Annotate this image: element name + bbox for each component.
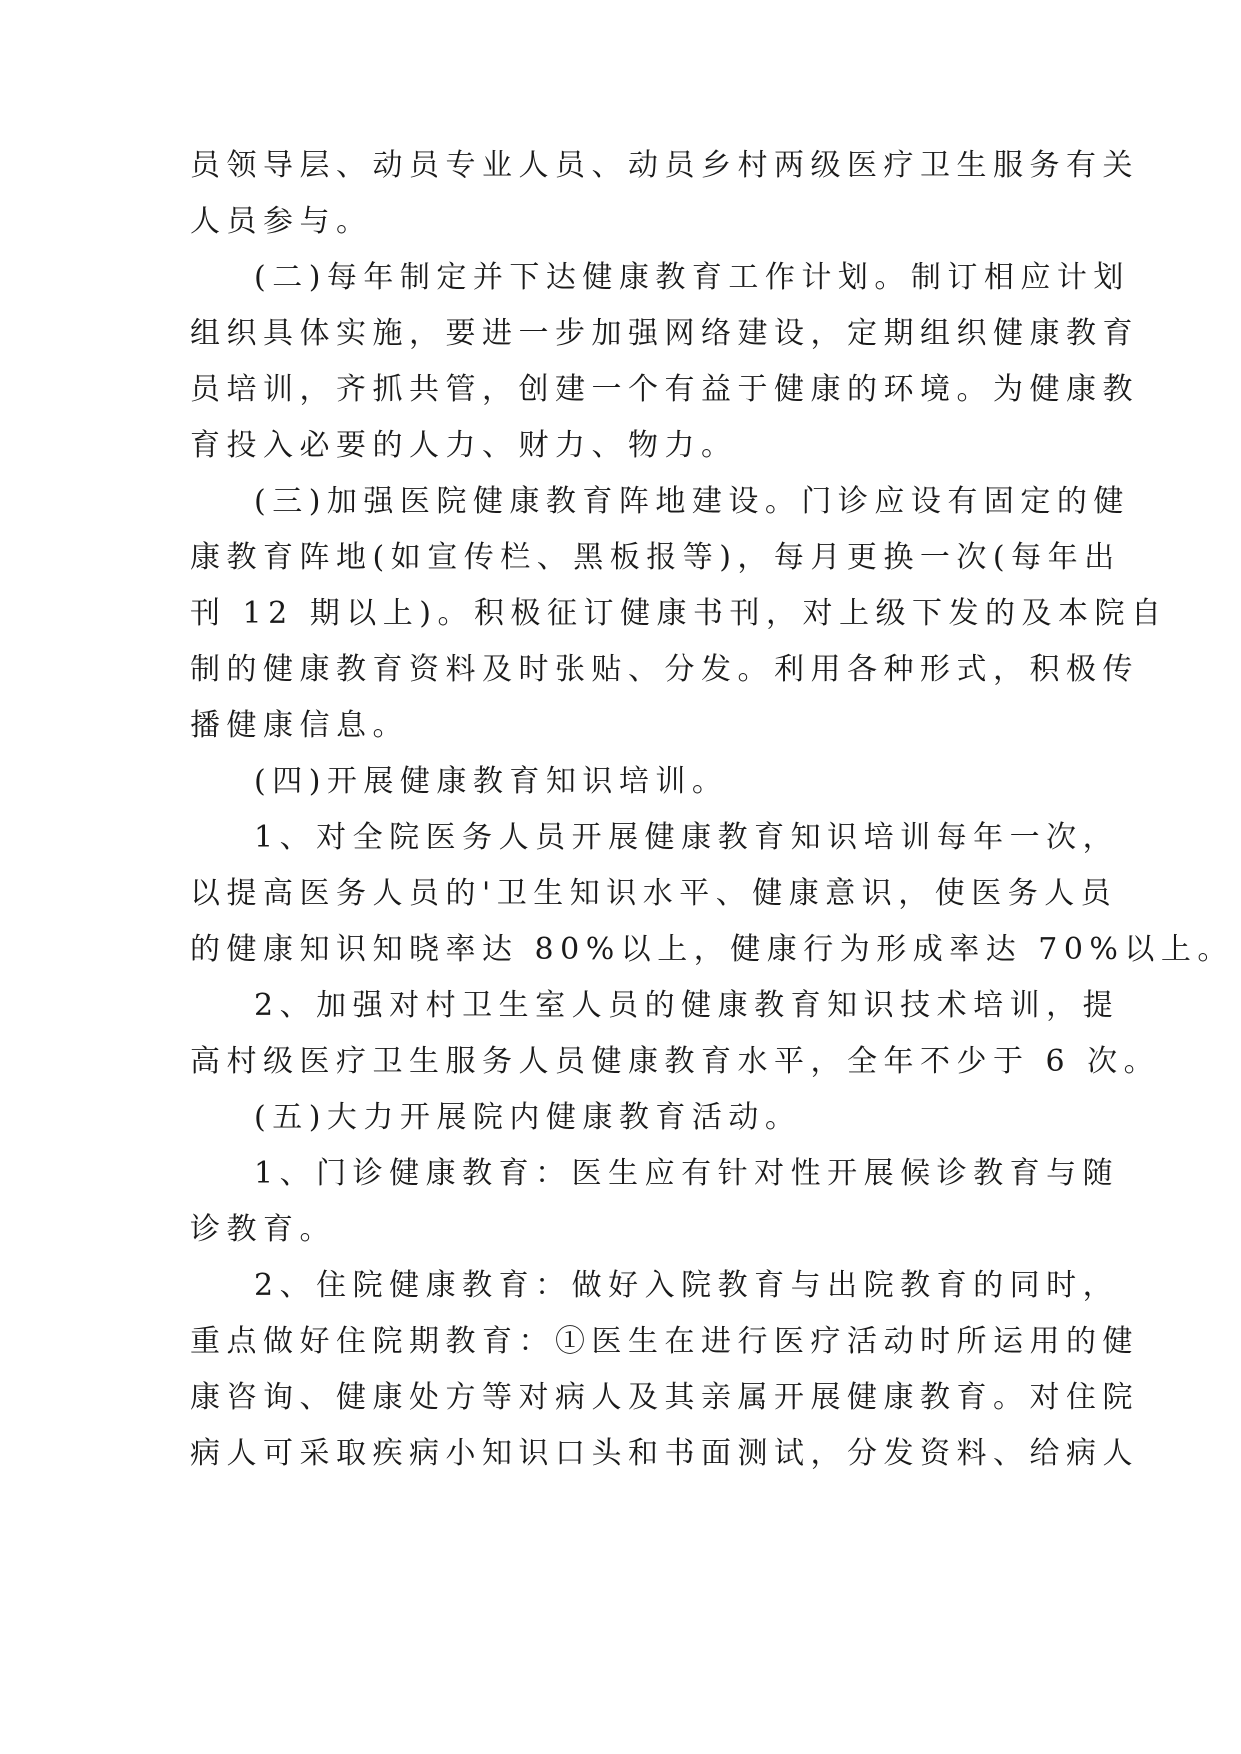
text-line: 康咨询、健康处方等对病人及其亲属开展健康教育。对住院 — [190, 1380, 1139, 1415]
text-line: 育投入必要的人力、财力、物力。 — [190, 428, 738, 463]
text-line: 诊教育。 — [190, 1212, 336, 1247]
text-line: 重点做好住院期教育：①医生在进行医疗活动时所运用的健 — [190, 1324, 1139, 1359]
text-line: 制的健康教育资料及时张贴、分发。利用各种形式，积极传 — [190, 652, 1139, 687]
text-line: (五)大力开展院内健康教育活动。 — [254, 1100, 802, 1135]
text-line: (四)开展健康教育知识培训。 — [254, 764, 729, 799]
text-line: 员领导层、动员专业人员、动员乡村两级医疗卫生服务有关 — [190, 148, 1139, 183]
text-line: 1、门诊健康教育：医生应有针对性开展候诊教育与随 — [254, 1156, 1120, 1191]
text-line: 播健康信息。 — [190, 708, 409, 743]
text-line: 人员参与。 — [190, 204, 373, 239]
text-line: 员培训，齐抓共管，创建一个有益于健康的环境。为健康教 — [190, 372, 1139, 407]
text-line: (三)加强医院健康教育阵地建设。门诊应设有固定的健 — [254, 484, 1130, 519]
text-line: 高村级医疗卫生服务人员健康教育水平，全年不少于 6 次。 — [190, 1044, 1161, 1079]
text-line: 病人可采取疾病小知识口头和书面测试，分发资料、给病人 — [190, 1436, 1139, 1471]
text-line: 1、对全院医务人员开展健康教育知识培训每年一次， — [254, 820, 1120, 855]
text-line: 康教育阵地(如宣传栏、黑板报等)，每月更换一次(每年出 — [190, 540, 1121, 575]
text-line: 刊 12 期以上)。积极征订健康书刊，对上级下发的及本院自 — [190, 596, 1168, 631]
text-line: 2、加强对村卫生室人员的健康教育知识技术培训，提 — [254, 988, 1120, 1023]
text-line: 组织具体实施，要进一步加强网络建设，定期组织健康教育 — [190, 316, 1139, 351]
text-line: 2、住院健康教育：做好入院教育与出院教育的同时， — [254, 1268, 1120, 1303]
text-line: (二)每年制定并下达健康教育工作计划。制订相应计划 — [254, 260, 1130, 295]
text-line: 以提高医务人员的'卫生知识水平、健康意识，使医务人员 — [190, 876, 1118, 911]
text-line: 的健康知识知晓率达 80%以上，健康行为形成率达 70%以上。 — [190, 932, 1234, 967]
